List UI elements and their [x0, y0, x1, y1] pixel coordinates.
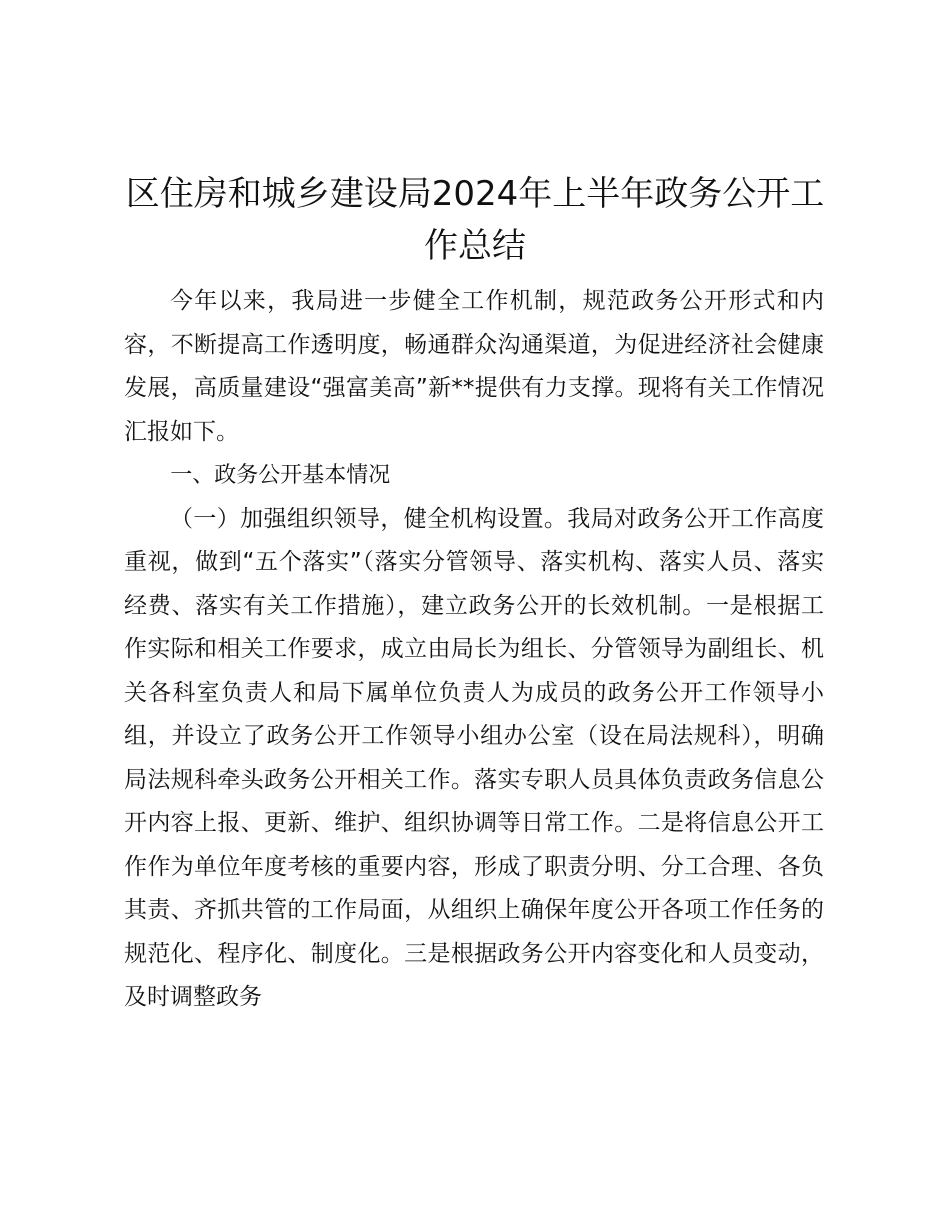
- subsection-paragraph-1: （一）加强组织领导，健全机构设置。我局对政务公开工作高度重视，做到“五个落实”（落实分管领导、落实机构、落实人员、落实经费、落实有关工作措施），建立政务公开的长效机制。一是根据工作实际和相关工作要求，成立由局长为组长、分管领导为副组长、机关各科室负责人和局下属单位负责人为成员的政务公开工作领导小组，并设立了政务公开工作领导小组办公室（设在局法规科），明确局法规科牵头政务公开相关工作。落实专职人员具体负责政务信息公开内容上报、更新、维护、组织协调等日常工作。二是将信息公开工作作为单位年度考核的重要内容，形成了职责分明、分工合理、各负其责、齐抓共管的工作局面，从组织上确保年度公开各项工作任务的规范化、程序化、制度化。三是根据政务公开内容变化和人员变动，及时调整政务: [124, 505, 824, 1010]
- document-body: [124, 280, 824, 1020]
- section-heading-1: 一、政务公开基本情况: [170, 463, 391, 488]
- intro-paragraph: 今年以来，我局进一步健全工作机制，规范政务公开形式和内容，不断提高工作透明度，畅通群众沟通渠道，为促进经济社会健康发展，高质量建设“强富美高”新**提供有力支撑。现将有关工作情况汇报如下。: [124, 288, 824, 445]
- document-title: 区住房和城乡建设局2024年上半年政务公开工作总结: [125, 174, 825, 266]
